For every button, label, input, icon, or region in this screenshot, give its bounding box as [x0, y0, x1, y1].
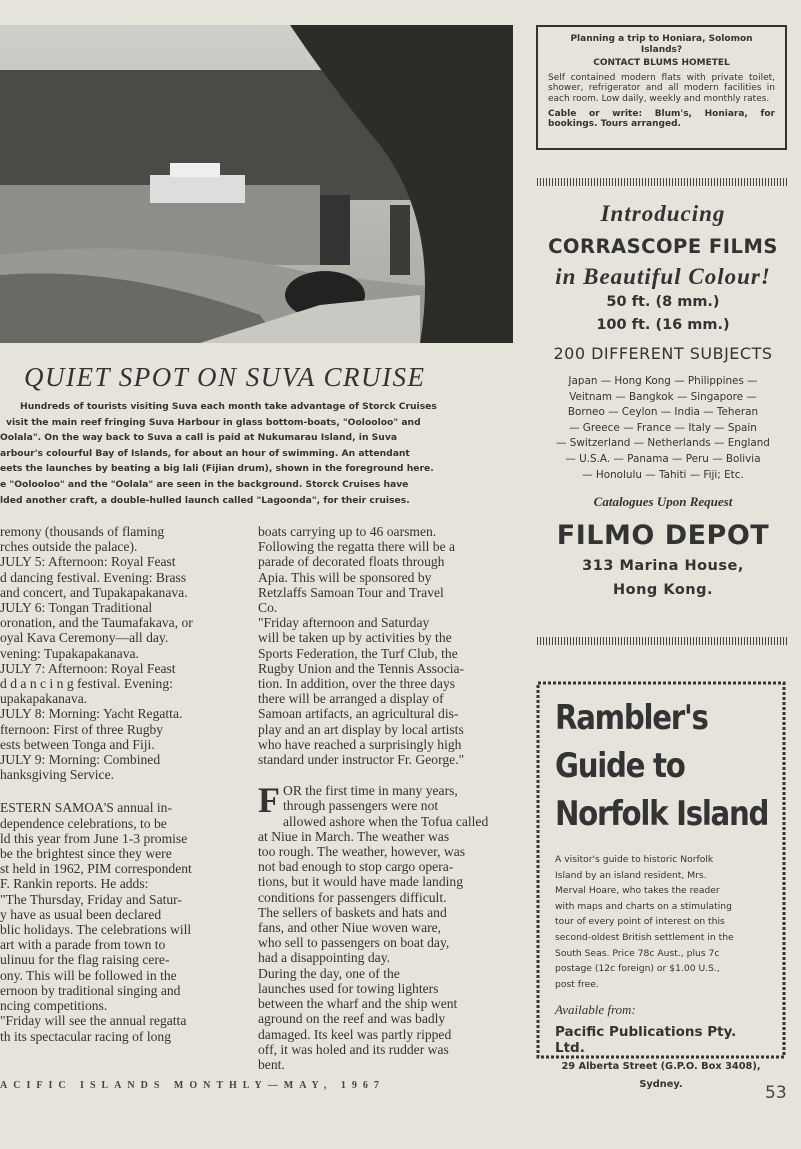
ad-title: Rambler's	[555, 698, 708, 738]
text-line: there will be arranged a display of	[258, 691, 444, 707]
text-line: damaged. Its keel was partly ripped	[258, 1026, 452, 1042]
text-line: Retzlaffs Samoan Tour and Travel	[258, 584, 444, 600]
ad-address: 313 Marina House,	[582, 558, 744, 575]
text-line: ld this year from June 1-3 promise	[0, 830, 188, 846]
article-column-2	[258, 524, 514, 1072]
text-line: OR the first time in many years,	[283, 783, 458, 799]
ad-subjects: 200 DIFFERENT SUBJECTS	[553, 344, 773, 363]
text-line: fternoon: First of three Rugby	[0, 721, 164, 737]
ad-colour: in Beautiful Colour!	[555, 264, 771, 289]
text-line: JULY 6: Tongan Traditional	[0, 600, 153, 616]
desc-line: tour of every point of interest on this	[555, 916, 725, 928]
text-line: Co.	[258, 600, 278, 616]
ad-publisher: Pacific Publications Pty. Ltd.	[555, 1024, 737, 1057]
places-line: — Greece — France — Italy — Spain	[569, 421, 757, 434]
page-number: 53	[765, 1083, 787, 1103]
text-line: off, it was holed and its rudder was	[258, 1041, 449, 1057]
decorative-rule	[537, 637, 788, 645]
text-line: tions, but it would have made landing	[258, 874, 464, 890]
text-line: ncing competitions.	[0, 998, 108, 1014]
caption-line: visit the main reef fringing Suva Harbour in glass bottom-boats, "Oolooloo" and	[6, 416, 421, 428]
page-footer: ACIFIC ISLANDS MONTHLY—MAY, 1967	[0, 1080, 385, 1091]
text-line: ESTERN SAMOA'S annual in-	[0, 800, 172, 816]
ad-line: Islands?	[640, 44, 683, 55]
text-line: not bad enough to stop cargo opera-	[258, 859, 454, 875]
desc-line: A visitor's guide to historic Norfolk	[555, 854, 714, 865]
places-line: Borneo — Ceylon — India — Teheran	[567, 406, 759, 419]
ad-size: 50 ft. (8 mm.)	[606, 294, 720, 310]
text-line: JULY 5: Afternoon: Royal Feast	[0, 554, 176, 570]
ad-heading: CONTACT BLUMS HOMETEL	[593, 58, 730, 69]
text-line: bent.	[258, 1056, 285, 1072]
text-line: d dancing festival. Evening: Brass	[0, 569, 187, 585]
ad-cable: Cable or write: Blum's, Honiara, for bookings. Tours arranged.	[548, 108, 775, 130]
text-line: upakapakanava.	[0, 691, 88, 707]
places-line: — Switzerland — Netherlands — England	[556, 437, 770, 450]
caption-line: lded another craft, a double-hulled launch called "Lagoonda", for their cruises.	[0, 494, 410, 506]
text-line: allowed ashore when the Tofua called	[283, 813, 489, 829]
desc-line: Island by an island resident, Mrs.	[555, 869, 707, 881]
text-line: JULY 7: Afternoon: Royal Feast	[0, 660, 176, 676]
text-line: Rugby Union and the Tennis Associa-	[258, 660, 465, 676]
ad-publisher-address: Sydney.	[639, 1079, 683, 1091]
hometel-ad	[536, 25, 787, 150]
desc-line: postage (12c foreign) or $1.00 U.S.,	[555, 963, 720, 975]
ad-places	[532, 374, 794, 483]
desc-line: post free.	[555, 978, 599, 990]
text-line: had a disappointing day.	[258, 950, 391, 966]
text-line: ests between Tonga and Fiji.	[0, 736, 155, 752]
text-line: hanksgiving Service.	[0, 767, 115, 783]
text-line: "Friday afternoon and Saturday	[258, 615, 430, 631]
places-line: Japan — Hong Kong — Philippines —	[568, 375, 758, 387]
text-line: standard under instructor Fr. George."	[258, 752, 465, 768]
text-line: who sell to passengers on boat day,	[258, 935, 450, 951]
rambler-ad	[535, 680, 787, 1091]
ad-available: Available from:	[555, 1002, 636, 1018]
text-line: will be taken up by activities by the	[258, 630, 452, 646]
text-line: at Niue in March. The weather was	[258, 828, 450, 844]
text-line: oronation, and the Taumafakava, or	[0, 615, 193, 631]
text-line: ernoon by traditional singing and	[0, 982, 181, 998]
text-line: th its spectacular racing of long	[0, 1028, 171, 1044]
text-line: launches used for towing lighters	[258, 980, 439, 996]
text-line: conditions for passengers difficult.	[258, 889, 447, 905]
text-line: blic holidays. The celebrations will	[0, 922, 192, 938]
text-line: dependence celebrations, to be	[0, 815, 167, 831]
text-line: JULY 8: Morning: Yacht Regatta.	[0, 706, 183, 722]
text-line: vening: Tupakapakanava.	[0, 645, 139, 661]
text-line: be the brightest since they were	[0, 846, 172, 862]
drop-cap: F	[258, 780, 280, 821]
text-line: too rough. The weather, however, was	[258, 844, 466, 860]
text-line: y have as usual been declared	[0, 906, 162, 922]
text-line: Sports Federation, the Turf Club, the	[258, 645, 458, 661]
caption-line: Oolala". On the way back to Suva a call is paid at Nukumarau Island, in Suva	[0, 432, 398, 444]
text-line: F. Rankin reports. He adds:	[0, 876, 149, 892]
caption-line: eets the launches by beating a big lali (Fijian drum), shown in the foreground here.	[0, 463, 434, 475]
article-photo	[0, 25, 513, 343]
ad-catalogues: Catalogues Upon Request	[593, 494, 733, 510]
places-line: — U.S.A. — Panama — Peru — Bolivia	[565, 452, 761, 465]
text-line: tion. In addition, over the three days	[258, 676, 456, 692]
ad-size: 100 ft. (16 mm.)	[596, 317, 730, 333]
ad-intro: Introducing	[600, 201, 726, 226]
text-line: "Friday will see the annual regatta	[0, 1013, 187, 1029]
text-line: through passengers were not	[283, 798, 439, 814]
text-line: parade of decorated floats through	[258, 554, 445, 570]
text-line: st held in 1962, PIM correspondent	[0, 861, 192, 877]
desc-line: with maps and charts on a stimulating	[555, 900, 732, 912]
text-line: oyal Kava Ceremony—all day.	[0, 630, 169, 646]
text-line: The sellers of baskets and hats and	[258, 904, 447, 920]
text-line: Samoan artifacts, an agricultural dis-	[258, 706, 459, 722]
article-column-1	[0, 524, 240, 1044]
places-line: — Honolulu — Tahiti — Fiji; Etc.	[582, 468, 744, 481]
desc-line: second-oldest British settlement in the	[555, 931, 734, 943]
text-line: play and an art display by local artists	[258, 721, 464, 737]
text-line: Apia. This will be sponsored by	[258, 569, 432, 585]
photo-caption	[0, 399, 514, 508]
films-ad	[532, 196, 794, 599]
text-line: ulinuu for the flag raising cere-	[0, 952, 170, 968]
text-line: between the wharf and the ship went	[258, 996, 458, 1012]
caption-line: e "Oolooloo" and the "Oolala" are seen in the background. Storck Cruises have	[0, 478, 409, 490]
text-line: fans, and other Niue woven ware,	[258, 920, 442, 936]
text-line: During the day, one of the	[258, 965, 400, 981]
text-line: and concert, and Tupakapakanava.	[0, 584, 188, 600]
ad-publisher-address: 29 Alberta Street (G.P.O. Box 3408),	[561, 1061, 761, 1073]
ad-brand: CORRASCOPE FILMS	[548, 235, 778, 258]
text-line: ony. This will be followed in the	[0, 967, 177, 983]
caption-line: arbour's colourful Bay of Islands, for about an hour of swimming. An attendant	[0, 447, 410, 459]
text-line: remony (thousands of flaming	[0, 524, 165, 539]
caption-line: Hundreds of tourists visiting Suva each month take advantage of Storck Cruises	[20, 401, 437, 412]
ad-line: Planning a trip to Honiara, Solomon	[570, 34, 753, 44]
ad-address: Hong Kong.	[612, 582, 713, 599]
article-headline: QUIET SPOT ON SUVA CRUISE	[24, 362, 426, 392]
ad-title: Guide to	[555, 746, 685, 786]
text-line: boats carrying up to 46 oarsmen.	[258, 524, 437, 539]
niue-paragraph	[258, 780, 514, 1072]
text-line: art with a parade from town to	[0, 937, 166, 953]
desc-line: Merval Hoare, who takes the reader	[555, 885, 720, 897]
ad-depot: FILMO DEPOT	[556, 520, 770, 552]
text-line: "The Thursday, Friday and Satur-	[0, 891, 182, 907]
ad-body: Self contained modern flats with private toilet, shower, refrigerator and all modern facilities in each room. Low daily, weekly and monthly rates.	[548, 72, 775, 104]
text-line: aground on the reef and was badly	[258, 1011, 446, 1027]
desc-line: South Seas. Price 78c Aust., plus 7c	[555, 947, 720, 959]
text-line: Following the regatta there will be a	[258, 539, 456, 555]
text-line: JULY 9: Morning: Combined	[0, 752, 161, 768]
text-line: who have reached a surprisingly high	[258, 736, 462, 752]
places-line: Veitnam — Bangkok — Singapore —	[569, 390, 757, 403]
text-line: rches outside the palace).	[0, 539, 138, 555]
decorative-rule	[537, 178, 788, 186]
ad-description	[555, 852, 767, 992]
text-line: d d a n c i n g festival. Evening:	[0, 676, 173, 692]
ad-title: Norfolk Island	[555, 794, 769, 834]
